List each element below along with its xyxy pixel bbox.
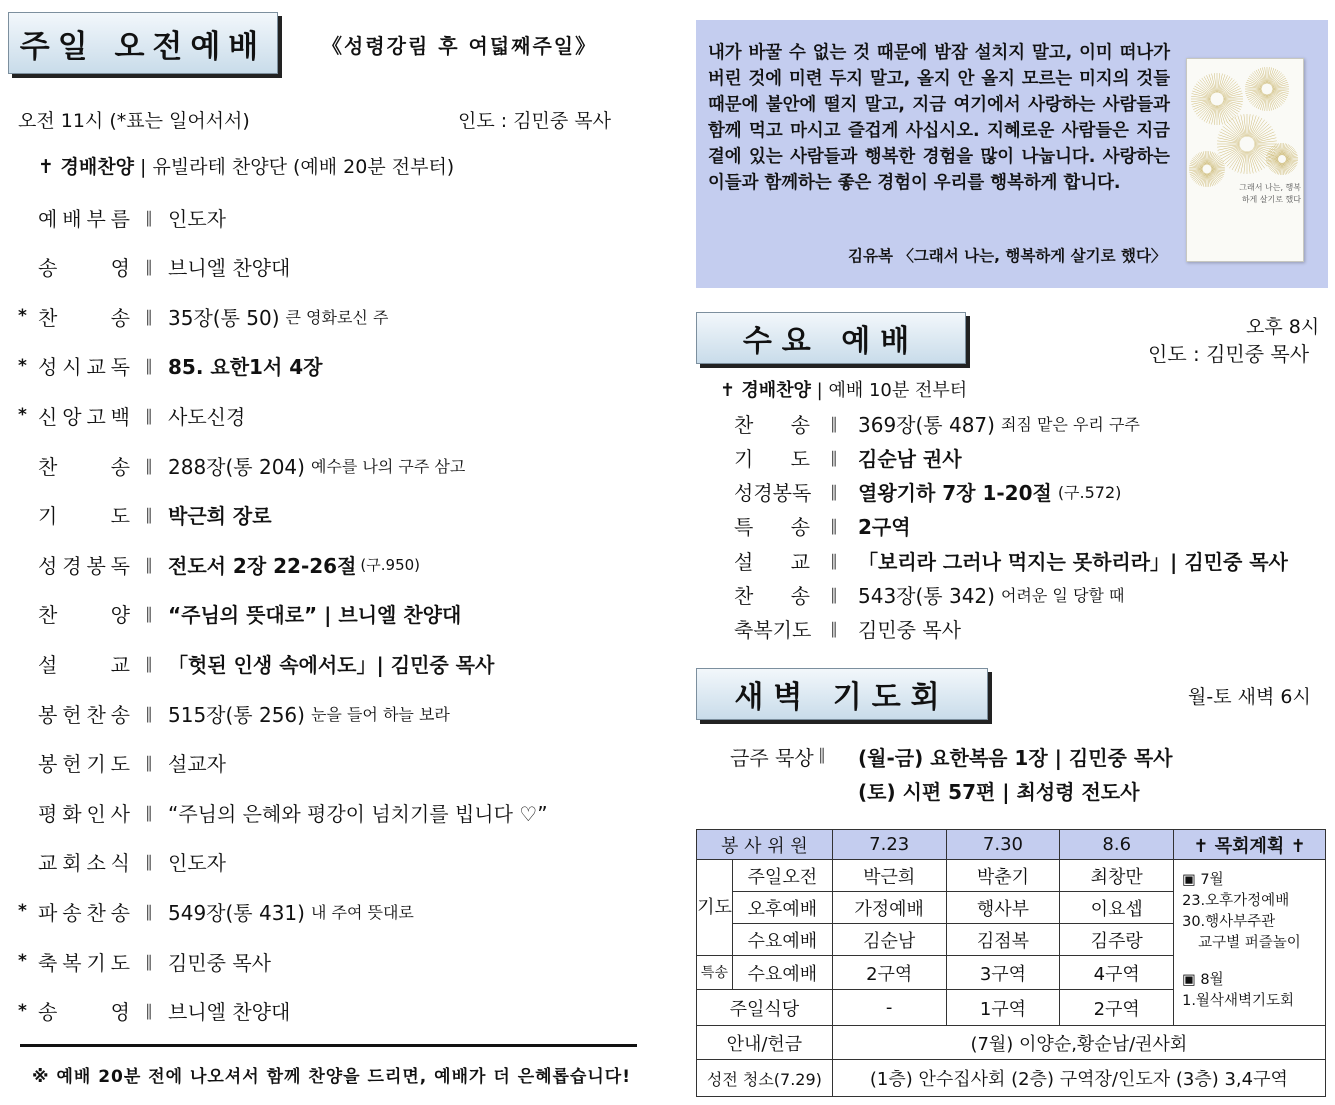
order-label: 기 도 [734, 446, 810, 471]
order-item [18, 996, 290, 1026]
order-value: “주님의 뜻대로” | 브니엘 찬양대 [168, 603, 462, 628]
order-label: 기 도 [38, 504, 130, 529]
order-label: 평 화 인 사 [38, 801, 130, 826]
order-value-note: (구.950) [360, 555, 421, 574]
order-label: 파 송 찬 송 [38, 900, 130, 925]
wednesday-order-item [734, 477, 1121, 507]
order-separator: ∥ [830, 585, 838, 604]
order-label: 송 영 [38, 1000, 130, 1025]
wednesday-praise-label: ✝ 경배찬양 [720, 380, 811, 401]
sunday-leader: 인도 : 김민중 목사 [458, 110, 611, 132]
order-item [18, 599, 461, 629]
special-song-group-label: 특송 [697, 956, 733, 990]
sunday-subtitle: 《성령강림 후 여덟째주일》 [322, 34, 598, 58]
prayer-group-label: 기도 [697, 860, 733, 956]
table-header-date: 7.23 [832, 830, 946, 860]
table-cell: 김주랑 [1060, 924, 1174, 956]
table-cell: 2구역 [1060, 990, 1174, 1026]
order-separator: ∥ [830, 550, 838, 570]
sunday-praise-line [38, 152, 454, 179]
table-row-label: 오후예배 [732, 892, 832, 924]
order-label: 찬 송 [38, 305, 130, 330]
table-cell: 2구역 [832, 956, 946, 990]
order-value-note: 눈을 들어 하늘 보라 [310, 704, 450, 724]
table-header-date: 8.6 [1060, 830, 1174, 860]
wednesday-praise-sep: | [816, 380, 823, 401]
order-value: 85. 요한1서 4장 [168, 355, 323, 380]
order-value-note: 내 주여 뜻대로 [310, 902, 414, 922]
order-separator: ∥ [145, 951, 153, 971]
dawn-prayer-time: 월-토 새벽 6시 [1188, 686, 1311, 708]
order-separator: ∥ [145, 505, 153, 525]
order-value: 「보리라 그러나 먹지는 못하리라」| 김민중 목사 [858, 549, 1288, 574]
order-value: 543장(통 342) [858, 584, 995, 608]
order-separator: ∥ [145, 703, 153, 723]
table-cell: 박근희 [832, 860, 946, 892]
table-cell: 이요셉 [1060, 892, 1174, 924]
plan-august-heading: ▣ 8월 [1182, 972, 1224, 988]
order-value: 369장(통 487) [858, 412, 995, 437]
table-cell: 김순남 [832, 924, 946, 956]
order-separator: ∥ [145, 802, 153, 822]
order-item [18, 202, 226, 232]
table-row-label: 안내/헌금 [697, 1026, 833, 1060]
table-cell: (1층) 안수집사회 (2층) 구역장/인도자 (3층) 3,4구역 [832, 1060, 1325, 1097]
wednesday-order-item [734, 442, 962, 472]
dawn-separator: ∥ [818, 745, 826, 764]
order-separator: ∥ [145, 901, 153, 921]
order-value-note: (구.572) [1057, 483, 1122, 503]
order-separator: ∥ [145, 306, 153, 326]
wednesday-order-item [734, 614, 961, 644]
plan-july-heading: ▣ 7월 [1182, 872, 1224, 888]
order-value: 김민중 목사 [858, 618, 961, 643]
wednesday-praise-line [720, 376, 967, 402]
order-value-note: 예수를 나의 구주 삼고 [310, 456, 466, 476]
order-item [18, 450, 465, 480]
order-separator: ∥ [145, 356, 153, 376]
order-value: 인도자 [168, 851, 226, 876]
order-item [18, 748, 226, 778]
order-label: 봉 헌 기 도 [38, 752, 130, 777]
wednesday-order-item [734, 408, 1140, 438]
table-row-label: 수요예배 [732, 956, 832, 990]
order-separator: ∥ [145, 207, 153, 227]
order-separator: ∥ [830, 619, 838, 639]
order-label: 찬 양 [38, 603, 130, 628]
order-value-note: 큰 영화로신 주 [285, 307, 389, 327]
standing-marker: * [18, 355, 27, 376]
order-label: 교 회 소 식 [38, 851, 130, 876]
sunday-time-note: 오전 11시 (*표는 일어서서) [18, 110, 250, 132]
order-label: 찬 송 [734, 412, 810, 437]
order-separator: ∥ [145, 1001, 153, 1021]
order-item [18, 301, 388, 331]
order-label: 축 복 기 도 [734, 618, 812, 643]
order-value: 「헛된 인생 속에서도」| 김민중 목사 [168, 652, 495, 677]
wednesday-order-item [734, 511, 911, 541]
order-separator: ∥ [830, 413, 838, 433]
order-label: 신 앙 고 백 [38, 404, 130, 429]
table-row-label: 수요예배 [732, 924, 832, 956]
table-cell: 4구역 [1060, 956, 1174, 990]
order-value: 549장(통 431) [168, 900, 305, 925]
order-label: 찬 송 [38, 454, 130, 479]
order-item [18, 648, 494, 678]
order-value: 515장(통 256) [168, 702, 305, 727]
dawn-prayer-title: 새벽 기도회 [696, 668, 988, 720]
order-item [18, 400, 245, 430]
order-separator: ∥ [830, 516, 838, 536]
service-duty-table [696, 829, 1326, 1097]
plan-item: 1.월삭새벽기도회 [1182, 993, 1294, 1009]
dawn-meditation-saturday: (토) 시편 57편 | 최성령 전도사 [858, 780, 1140, 804]
book-cover-title: 그래서 나는, 행복하게 살기로 했다 [1239, 183, 1301, 204]
order-item [18, 847, 226, 877]
order-value-note: 어려운 일 당할 때 [1000, 586, 1125, 605]
table-cell: 박춘기 [946, 860, 1060, 892]
order-separator: ∥ [145, 653, 153, 673]
order-label: 축 복 기 도 [38, 950, 130, 975]
table-cell: 김점복 [946, 924, 1060, 956]
table-cell: 행사부 [946, 892, 1060, 924]
sunday-praise-sep: | [140, 156, 147, 178]
wednesday-leader: 인도 : 김민중 목사 [1148, 342, 1310, 366]
order-value-note: 죄짐 맡은 우리 구주 [1000, 414, 1140, 434]
plan-item: 23.오후가정예배 [1182, 893, 1290, 909]
order-value: 열왕기하 7장 1-20절 [858, 481, 1052, 506]
order-value: 288장(통 204) [168, 454, 305, 479]
table-header-committee: 봉 사 위 원 [697, 830, 833, 860]
standing-marker: * [18, 1000, 27, 1021]
footer-divider [20, 1044, 637, 1047]
order-label: 성 시 교 독 [38, 355, 130, 380]
dawn-meditation-label: 금주 묵상 [730, 746, 814, 770]
order-separator: ∥ [145, 554, 153, 574]
book-cover-burst-art [1187, 59, 1304, 262]
sunday-footer-note: ※ 예배 20분 전에 나오셔서 함께 찬양을 드리면, 예배가 더 은혜롭습니다! [32, 1067, 631, 1087]
order-item [18, 896, 414, 926]
sunday-praise-value: 유빌라테 찬양단 (예배 20분 전부터) [152, 156, 455, 178]
wednesday-service-title: 수요 예배 [696, 312, 966, 364]
table-header-date: 7.30 [946, 830, 1060, 860]
order-value: 설교자 [168, 752, 226, 777]
order-item [18, 252, 290, 282]
order-value: 브니엘 찬양대 [168, 256, 291, 281]
order-item [18, 698, 450, 728]
order-value: 사도신경 [168, 404, 246, 429]
table-cell: (7월) 이양순,황순남/권사회 [832, 1026, 1325, 1060]
order-separator: ∥ [830, 482, 838, 502]
order-separator: ∥ [145, 852, 153, 872]
standing-marker: * [18, 306, 27, 327]
order-separator: ∥ [145, 257, 153, 277]
quote-text: 내가 바꿀 수 없는 것 때문에 밤잠 설치지 말고, 이미 떠나가 버린 것에 미련 두지 말고, 올지 안 올지 모르는 미지의 것들 때문에 불안에 떨지 말고, 지금 여기에서 사랑하는 사람들과 함께 먹고 마시고 즐겁게 사십시오. 지혜로운 사람들은 지금 곁에 있는 사람들과 행복한 경험을 많이 나눕니다. 사랑하는 이들과 함께하는 좋은 경험이 우리를 행복하게 합니다. [708, 43, 1170, 193]
wednesday-praise-value: 예배 10분 전부터 [828, 380, 968, 401]
order-separator: ∥ [145, 405, 153, 425]
order-label: 찬 송 [734, 584, 810, 608]
order-value: 35장(통 50) [168, 305, 280, 330]
order-item [18, 946, 271, 976]
wednesday-order-item [734, 545, 1288, 575]
order-label: 봉 헌 찬 송 [38, 702, 130, 727]
standing-marker: * [18, 405, 27, 426]
sunday-service-title: 주일 오전예배 [8, 12, 278, 74]
order-item [18, 549, 420, 579]
order-label: 설 교 [38, 652, 130, 677]
table-cell: 1구역 [946, 990, 1060, 1026]
book-cover-image [1186, 58, 1304, 262]
order-item [18, 500, 272, 530]
table-header-pastoral-plan: ✝ 목회계획 ✝ [1174, 830, 1326, 860]
order-label: 송 영 [38, 256, 130, 281]
wednesday-order-item [734, 580, 1124, 610]
quote-box [696, 20, 1328, 288]
order-label: 특 송 [734, 515, 810, 540]
wednesday-time: 오후 8시 [1246, 316, 1320, 338]
order-separator: ∥ [145, 753, 153, 773]
order-value: 인도자 [168, 206, 226, 231]
order-value: 김민중 목사 [168, 950, 271, 975]
plan-item: 30.행사부주관 [1182, 914, 1276, 930]
table-cell: 최창만 [1060, 860, 1174, 892]
table-cell: - [832, 990, 946, 1026]
order-label: 예 배 부 름 [38, 206, 130, 231]
order-value: 전도서 2장 22-26절 [168, 553, 357, 578]
pastoral-plan-cell [1174, 860, 1326, 1026]
standing-marker: * [18, 901, 27, 922]
standing-marker: * [18, 951, 27, 971]
table-row-label: 주일오전 [732, 860, 832, 892]
sunday-praise-label: ✝ 경배찬양 [38, 156, 134, 178]
order-label: 성 경 봉 독 [38, 553, 130, 578]
table-cell: 가정예배 [832, 892, 946, 924]
quote-source: 김유복 〈그래서 나는, 행복하게 살기로 했다〉 [848, 247, 1167, 265]
order-separator: ∥ [145, 604, 153, 624]
dawn-meditation-weekday: (월-금) 요한복음 1장 | 김민중 목사 [858, 746, 1173, 770]
order-value: 김순남 권사 [858, 446, 962, 471]
plan-item: 교구별 퍼즐놀이 [1198, 935, 1301, 951]
order-value: “주님의 은혜와 평강이 넘치기를 빕니다 ♡” [168, 801, 548, 826]
order-label: 설 교 [734, 549, 810, 574]
table-row-label: 주일식당 [697, 990, 833, 1026]
order-item [18, 351, 322, 381]
order-item [18, 797, 548, 827]
order-label: 성 경 봉 독 [734, 481, 812, 506]
table-cell: 3구역 [946, 956, 1060, 990]
table-row-label: 성전 청소(7.29) [697, 1060, 833, 1097]
order-value: 브니엘 찬양대 [168, 1000, 291, 1025]
order-separator: ∥ [145, 455, 153, 475]
order-separator: ∥ [830, 447, 838, 467]
order-value: 박근희 장로 [168, 504, 272, 529]
order-value: 2구역 [858, 515, 911, 540]
